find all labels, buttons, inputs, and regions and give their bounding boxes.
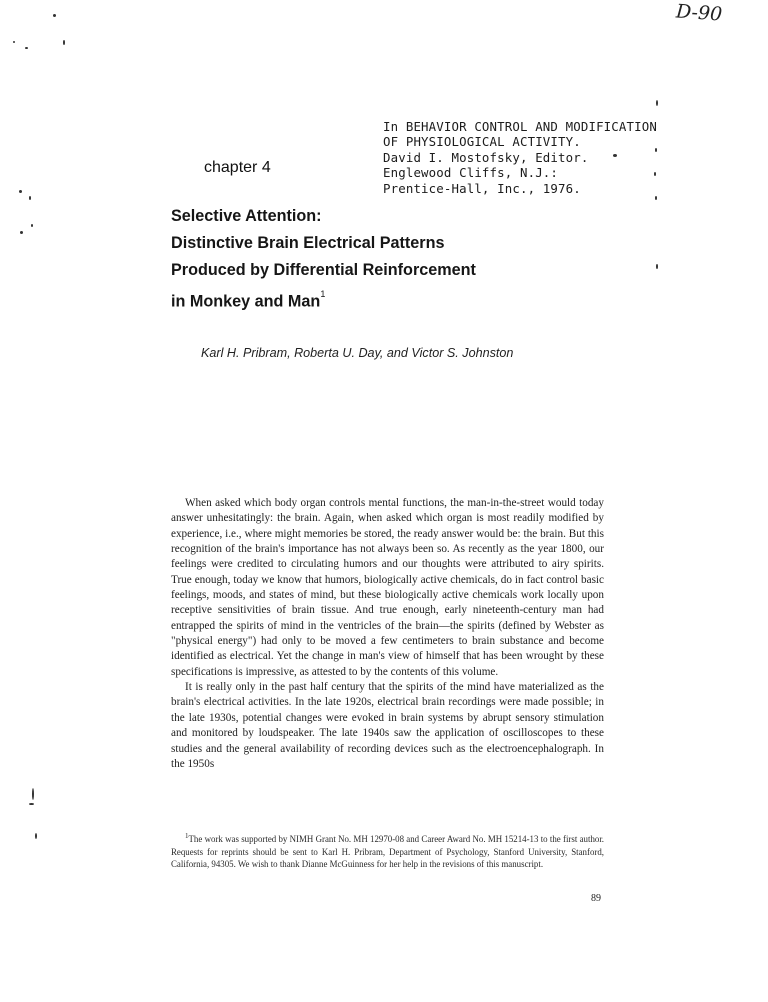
scan-speck — [19, 190, 22, 193]
scan-speck — [63, 40, 65, 45]
title-line: Produced by Differential Reinforcement — [171, 261, 476, 279]
scan-speck — [32, 788, 34, 800]
scan-speck — [35, 833, 37, 839]
title-line: Distinctive Brain Electrical Patterns — [171, 234, 445, 252]
page-number: 89 — [591, 893, 601, 904]
footnote — [171, 830, 604, 871]
author-list: Karl H. Pribram, Roberta U. Day, and Victor S. Johnston — [201, 346, 514, 360]
footnote-marker: 1 — [320, 289, 326, 299]
title-line: Selective Attention: — [171, 207, 322, 225]
scan-speck — [53, 14, 56, 17]
scan-speck — [29, 196, 31, 200]
paragraph: It is really only in the past half century that the spirits of the mind have materialized as the brain's electrical activities. In the late 1920s, electrical brain recordings were made possible; in the late 1930s, potential changes were evoked in brain systems by abrupt sensory stimulation and monitored by loudspeaker. The late 1940s saw the application of oscilloscopes to these studies and the general availability of recording devices such as the electroencephalograph. In the 1950s — [171, 681, 604, 770]
source-citation: In BEHAVIOR CONTROL AND MODIFICATION OF PHYSIOLOGICAL ACTIVITY. David I. Mostofsky, Editor. Englewood Cliffs, N.J.: Prentice-Hall, Inc., 1976. — [383, 119, 657, 196]
scan-speck — [655, 196, 657, 200]
body-text — [171, 496, 604, 772]
handwritten-mark: D-90 — [675, 0, 723, 26]
footnote-marker: 1 — [185, 832, 189, 840]
scan-speck — [656, 264, 658, 269]
scan-speck — [656, 100, 658, 106]
scan-speck — [31, 224, 33, 227]
chapter-label: chapter 4 — [204, 159, 271, 176]
scan-speck — [13, 41, 15, 43]
chapter-title — [171, 203, 591, 315]
scan-speck — [20, 231, 23, 234]
title-line: in Monkey and Man — [171, 292, 321, 311]
paragraph: When asked which body organ controls mental functions, the man-in-the-street would today answer unhesitatingly: the brain. Again, when asked which organ is most readily modified by experience, i.e., where might memories be stored, the ready answer would be: the brain. But this recognition of the brain's importance has not always been so. As recently as the year 1800, our feelings were credited to circulating humors and our thoughts were attributed to airy spirits. True enough, today we know that humors, biologically active chemicals, do in fact control basic feelings, moods, and states of mind, but these biologically active chemicals work locally upon receptive sensitivities of brain tissue. And true enough, early nineteenth-century man had entrapped the spirits of mind in the ventricles of the brain—the spirits (defined by Webster as "physical energy") had only to be moved a few centimeters to brain substance and become identified as electrical. Yet the change in man's view of himself that has been wrought by these specifications is impressive, as attested to by the contents of this volume. — [171, 497, 604, 678]
scan-speck — [29, 803, 34, 805]
scan-speck — [25, 47, 28, 49]
title-line-with-marker — [171, 284, 591, 315]
footnote-text: The work was supported by NIMH Grant No. MH 12970-08 and Career Award No. MH 15214-13 to the first author. Requests for reprints should be sent to Karl H. Pribram, Department of Psychology, Stanford University, Stanford, California, 94305. We wish to thank Dianne McGuinness for her help in the revisions of this manuscript. — [171, 833, 604, 870]
